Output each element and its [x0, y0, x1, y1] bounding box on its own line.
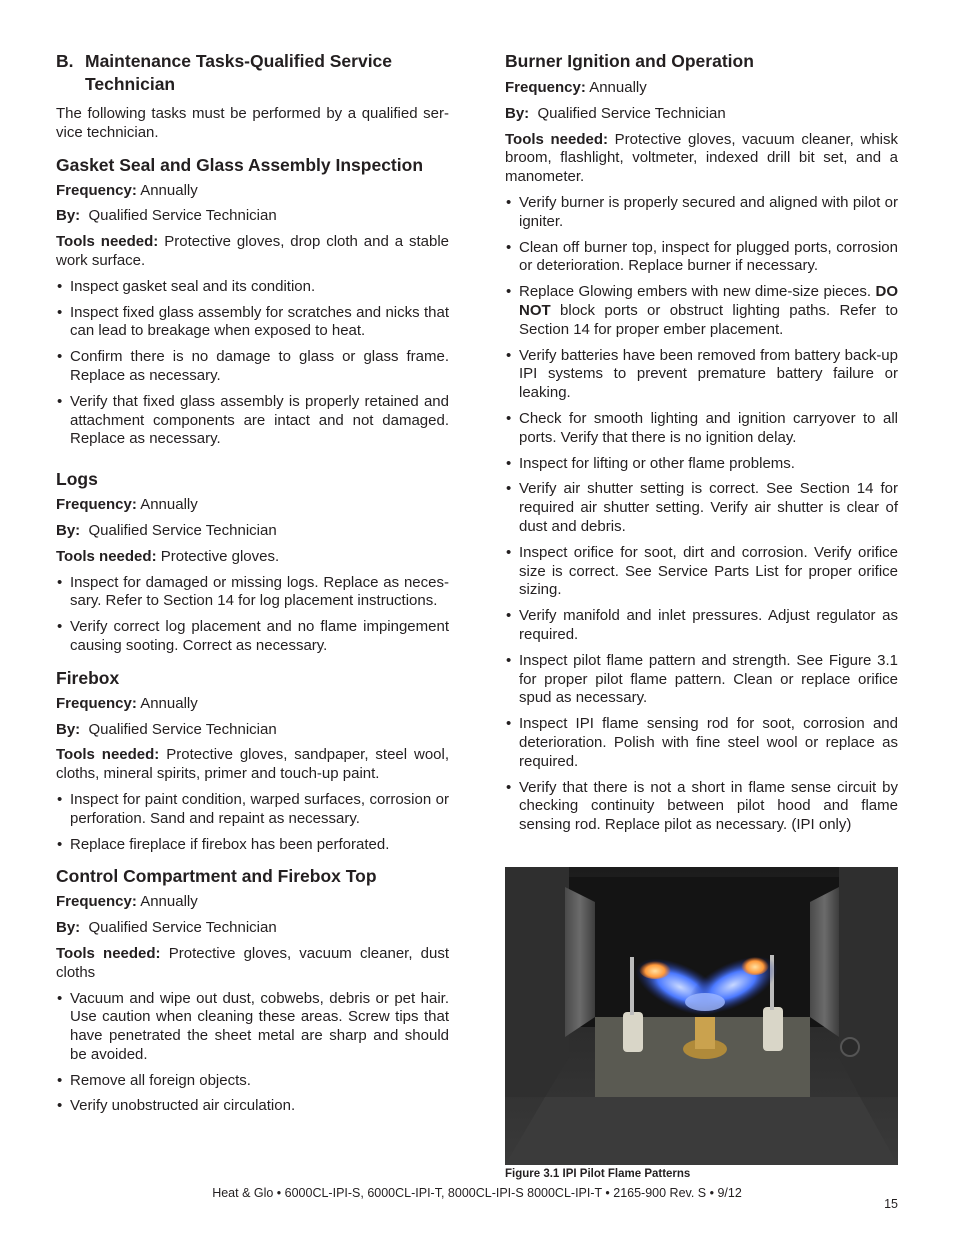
by-line: By: Qualified Service Technician: [56, 919, 277, 937]
main-heading-text: Maintenance Tasks-Qualified Service Technician: [85, 51, 393, 94]
footer-text: Heat & Glo • 6000CL-IPI-S, 6000CL-IPI-T, 8000CL-IPI-S 8000CL-IPI-T • 2165-900 Rev. S • 9/12: [212, 1186, 742, 1200]
frequency-line: Frequency: Annually: [56, 181, 198, 199]
list-item: • Verify air shutter setting is correct. See Section 14 for required air shutter setting. Verify air shutter is clear of dust and debris.: [505, 480, 898, 536]
frequency-line: Frequency: Annually: [56, 893, 198, 911]
section-logs: [56, 468, 449, 656]
tools-line: Tools needed: Protective gloves, sandpaper, steel wool, cloths, mineral spirits, primer and touch-up paint.: [56, 746, 450, 783]
tools-line: Tools needed: Protective gloves, vacuum cleaner, whisk broom, flashlight, voltmeter, indexed drill bit set, and a manometer.: [505, 130, 898, 186]
by-line: By: Qualified Service Technician: [56, 521, 277, 539]
section-title: Gasket Seal and Glass Assembly Inspection: [56, 154, 424, 175]
section-control-compartment: [56, 865, 449, 1116]
list-item: • Inspect pilot flame pattern and strength. See Figure 3.1 for proper pilot flame pattern. Clean or replace orifice spud as necessary.: [505, 652, 898, 708]
list-item: • Verify that there is not a short in flame sense circuit by checking continuity between pilot hood and flame sensing rod. Replace pilot as necessary. (IPI only): [505, 779, 898, 835]
frequency-line: Frequency: Annually: [56, 496, 198, 514]
list-item: • Confirm there is no damage to glass or glass frame. Replace as necessary.: [56, 348, 449, 386]
left-column: [56, 50, 449, 1123]
page-number: 15: [884, 1197, 898, 1211]
main-heading-letter: B.: [56, 51, 74, 71]
list-item: • Replace fireplace if firebox has been perforated.: [56, 836, 449, 855]
main-heading: [56, 50, 449, 96]
task-list: [56, 278, 449, 449]
task-list: [56, 791, 449, 854]
frequency-line: Frequency: Annually: [505, 79, 647, 96]
task-list: [56, 574, 449, 656]
list-item: • Clean off burner top, inspect for plugged ports, corrosion or deterioration. Replace burner if necessary.: [505, 239, 898, 277]
section-title: Control Compartment and Firebox Top: [56, 866, 377, 887]
list-item: • Inspect orifice for soot, dirt and corrosion. Verify orifice size is correct. See Service Parts List for proper orifice sizing.: [505, 544, 898, 600]
list-item: • Verify correct log placement and no flame impingement causing sooting. Correct as necessary.: [56, 618, 449, 656]
list-item: • Inspect IPI flame sensing rod for soot, corrosion and deterioration. Polish with fine steel wool or replace as required.: [505, 715, 898, 771]
task-list: [56, 990, 449, 1117]
list-item: • Verify unobstructed air circulation.: [56, 1097, 449, 1116]
list-item: • Check for smooth lighting and ignition carryover to all ports. Verify that there is no ignition delay.: [505, 410, 898, 448]
tools-line: Tools needed: Protective gloves, vacuum cleaner, dust cloths: [56, 944, 450, 981]
list-item: • Inspect for paint condition, warped surfaces, corrosion or perforation. Sand and repaint as necessary.: [56, 791, 449, 829]
section-title: Logs: [56, 469, 98, 490]
task-list: [505, 194, 898, 835]
list-item: • Vacuum and wipe out dust, cobwebs, debris or pet hair. Use caution when cleaning these areas. Screw tips that have penetrated the sheet metal are sharp and should be avoided.: [56, 990, 449, 1065]
list-item: • Inspect fixed glass assembly for scratches and nicks that can lead to breakage when exposed to heat.: [56, 304, 449, 342]
figure-caption: Figure 3.1 IPI Pilot Flame Patterns: [505, 1168, 691, 1180]
by-line: By: Qualified Service Technician: [56, 207, 277, 225]
list-item: • Verify burner is properly secured and aligned with pilot or igniter.: [505, 194, 898, 232]
tools-line: Tools needed: Protective gloves.: [56, 547, 280, 565]
frequency-line: Frequency: Annually: [56, 694, 198, 712]
list-item: • Remove all foreign objects.: [56, 1072, 449, 1091]
section-title: Burner Ignition and Operation: [505, 51, 754, 71]
section-title: Firebox: [56, 667, 120, 688]
intro-paragraph: The following tasks must be performed by a qualified ser-vice technician.: [56, 105, 449, 141]
list-item: • Inspect for lifting or other flame problems.: [505, 455, 898, 474]
list-item: • Verify batteries have been removed from battery back-up IPI systems to prevent premature battery failure or leaking.: [505, 347, 898, 403]
by-line: By: Qualified Service Technician: [505, 104, 726, 122]
right-column: [505, 50, 898, 842]
list-item: • Inspect gasket seal and its condition.: [56, 278, 449, 297]
pilot-flame-photo: [505, 867, 898, 1165]
list-item: • Verify manifold and inlet pressures. Adjust regulator as required.: [505, 607, 898, 645]
list-item: • Verify that fixed glass assembly is properly retained and attachment components are intact and not damaged. Replace as necessary.: [56, 393, 449, 449]
list-item: • Inspect for damaged or missing logs. Replace as neces-sary. Refer to Section 14 for log placement instructions.: [56, 574, 449, 612]
section-gasket: [56, 154, 449, 450]
tools-line: Tools needed: Protective gloves, drop cloth and a stable work surface.: [56, 233, 450, 269]
section-firebox: [56, 667, 449, 855]
by-line: By: Qualified Service Technician: [56, 720, 277, 738]
list-item: • Replace Glowing embers with new dime-size pieces. DO NOT block ports or obstruct lighting paths. Refer to Section 14 for proper ember placement.: [505, 283, 898, 339]
